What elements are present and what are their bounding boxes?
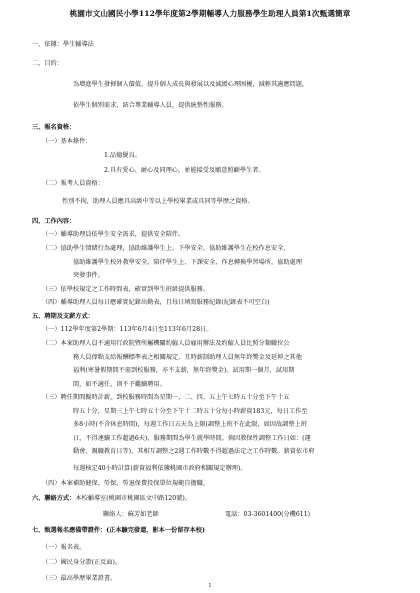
section-duties-heading: 四、工作內容： [32, 218, 76, 225]
documents-item-1: （一）報名表。 [42, 544, 86, 551]
section-eligibility-heading: 三、報名資格： [32, 124, 76, 131]
duties-line-3: 協助維護學生校外教學安全，陪伴學生上、下課安全、作息轉換學習場所，協助處理 [73, 259, 302, 266]
documents-note: (正本驗完發還，影本一份留存本校) [106, 527, 205, 534]
section-purpose-heading: 二、目的： [32, 60, 63, 67]
duties-line-4: 突發事件。 [73, 272, 104, 279]
document-title: 桃園市文山國民小學112學年度第2學期輔導人力服務學生助理人員第1次甄選簡章 [69, 9, 351, 18]
purpose-text-line-2: 依學生個別需求，結合專業輔導人員，提供統整性服務。 [73, 102, 228, 109]
documents-heading: 七、甄選報名應備帶證件： [32, 527, 107, 534]
employment-line-11: 每週核定40小時計算(薪資福利依據桃園市政府相關規定辦理)。 [73, 465, 247, 472]
eligibility-applicant-label: （二）報考人員資格： [42, 180, 104, 187]
employment-line-9: 日，不得連續工作超過6天)，服務期間為學生就學時間。倘因教保性調整工作日如：(運 [73, 435, 311, 442]
employment-line-7: 時五十分，星期三上午七時五十分至下午十二時五十分每小時薪資183元，每日工作至 [73, 408, 308, 415]
section-employment-heading: 五、聘期及支薪方式： [32, 313, 94, 320]
duties-line-5: （三）依學校規定之工作時間表，確實到學生班級提供服務。 [42, 286, 210, 293]
contact-office: 本校輔導室(桃園市桃園區文中路120號)。 [75, 495, 191, 502]
employment-line-10: 動會、親職教育日等)，其相互調整之2週工作時數不得超過法定之工作時數。薪資依市府 [73, 448, 315, 455]
documents-item-3: （三）最高學歷畢業證書。 [42, 575, 117, 582]
employment-line-12: （四）本案補助健保、勞保、勞退保費投保單位規範自擔職。 [42, 480, 210, 487]
eligibility-basic-label: （一）基本條件： [42, 138, 92, 145]
employment-line-5: 間，如不適任，則不予繼續聘用。 [73, 381, 166, 388]
section-documents [32, 528, 205, 534]
eligibility-basic-item-2: 2.具有愛心、耐心及同理心，並能接受及願意照顧學生者。 [104, 167, 265, 174]
contact-heading: 六、聯絡方式： [32, 495, 76, 502]
contact-phone: 電話：03-3601400(分機611) [225, 511, 311, 518]
employment-line-2: （二）本案助理人員不適用行政院暨所屬機關約僱人員雇用辦法及約僱人員比照分類職位公 [42, 340, 290, 347]
employment-line-8: 多8小時(不含休息時間)，每週工作日五天為上限(調整上班不在此限，如因故調整上班 [73, 421, 307, 428]
employment-line-1: （一）112學年度第2學期：113年6月4日至113年6月28日。 [42, 326, 213, 333]
contact-person: 聯絡人：蘇芳如老師 [103, 511, 159, 518]
employment-line-3: 務人員俸點支給報酬標準表之相關規定，且時薪制助理人員無年終獎金及延伸之其他 [73, 354, 302, 361]
eligibility-applicant-text: 性別不拘，助理人員應具高級中等以上學校畢業或具同等學歷之資格。 [62, 198, 254, 205]
documents-item-2: （二）國民身分證(正反面)。 [42, 559, 122, 566]
section-contact [32, 496, 191, 502]
duties-line-6: （四）輔導助理人員每日應確實紀錄出勤表，且每日填寫服務紀錄(紀錄表不可空白) [42, 299, 270, 306]
section-basis: 一、依據：學生輔導法 [32, 41, 94, 48]
purpose-text-line-1: 為增進學生發揮個人價值，提升個人成長與發展以及減緩心理困擾，減輕其適應問題， [73, 81, 309, 88]
eligibility-basic-item-1: 1.品德優良。 [104, 152, 141, 159]
employment-line-4: 福利(寒暑假期間不需到校服務，亦不支薪，無年終獎金)。試用期一個月，試用期 [73, 367, 295, 374]
page-number: 1 [208, 583, 212, 589]
employment-line-6: （三）聘任期間擬時計薪，到校服務時間為星期一、二、四、五上午七時五十分至下午十五 [42, 394, 290, 401]
duties-line-1: （一）輔導助理員依學生安全需求，提供安全陪伴。 [42, 231, 185, 238]
duties-line-2: （二）協助學生情緒行為處理，協助維護學生上、下學安全，協助維護學生在校作息安全， [42, 245, 290, 252]
